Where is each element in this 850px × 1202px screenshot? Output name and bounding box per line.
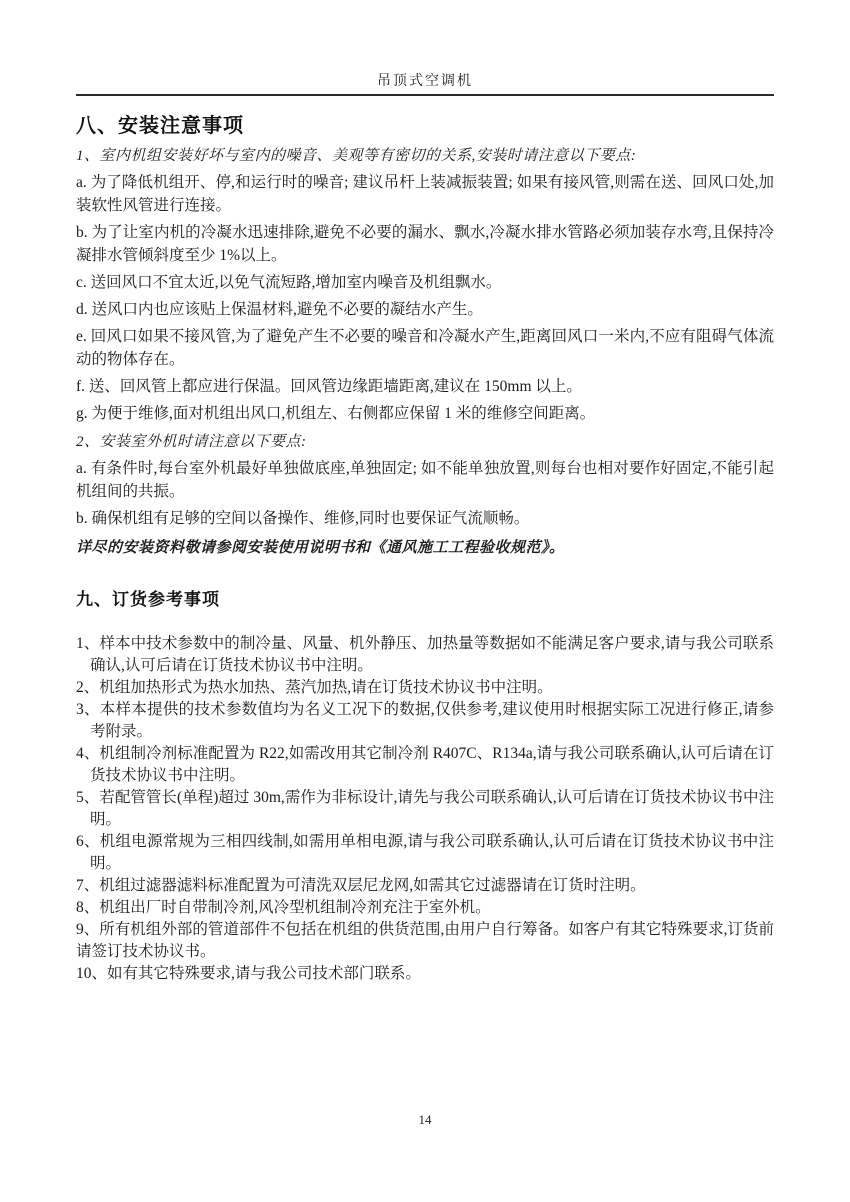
section-8-intro-1: 1、室内机组安装好坏与室内的噪音、美观等有密切的关系,安装时请注意以下要点: xyxy=(76,148,637,164)
page-number: 14 xyxy=(418,1112,432,1127)
order-item-8: 8、机组出厂时自带制冷剂,风冷型机组制冷剂充注于室外机。 xyxy=(76,899,491,916)
section-8-note: 详尽的安装资料敬请参阅安装使用说明书和《通风施工工程验收规范》。 xyxy=(76,540,565,556)
order-item-9: 9、所有机组外部的管道部件不包括在机组的供货范围,由用户自行筹备。如客户有其它特殊要求,订货前请签订技术协议书。 xyxy=(76,921,774,960)
section-8-intro-2: 2、安装室外机时请注意以下要点: xyxy=(76,434,307,450)
section-8-point-a: a. 为了降低机组开、停,和运行时的噪音; 建议吊杆上装减振装置; 如果有接风管,则需在送、回风口处,加装软性风管进行连接。 xyxy=(76,174,774,214)
order-item-7: 7、机组过滤器滤料标准配置为可清洗双层尼龙网,如需其它过滤器请在订货时注明。 xyxy=(76,877,646,894)
section-8-point-f: f. 送、回风管上都应进行保温。回风管边缘距墙距离,建议在 150mm 以上。 xyxy=(76,378,582,395)
section-8-heading: 八、安装注意事项 xyxy=(76,113,244,137)
section-8-point-c: c. 送回风口不宜太近,以免气流短路,增加室内噪音及机组飘水。 xyxy=(76,274,502,291)
header-rule xyxy=(76,94,774,96)
order-item-4: 4、机组制冷剂标准配置为 R22,如需改用其它制冷剂 R407C、R134a,请与我公司联系确认,认可后请在订货技术协议书中注明。 xyxy=(76,745,774,784)
order-item-3: 3、本样本提供的技术参数值均为名义工况下的数据,仅供参考,建议使用时根据实际工况进行修正,请参考附录。 xyxy=(76,701,774,740)
order-item-5: 5、若配管管长(单程)超过 30m,需作为非标设计,请先与我公司联系确认,认可后请在订货技术协议书中注明。 xyxy=(76,789,774,828)
section-8-point-g: g. 为便于维修,面对机组出风口,机组左、右侧都应保留 1 米的维修空间距离。 xyxy=(76,405,596,422)
header-title: 吊顶式空调机 xyxy=(377,74,473,89)
section-8-point-e: e. 回风口如果不接风管,为了避免产生不必要的噪音和冷凝水产生,距离回风口一米内,不应有阻碍气体流动的物体存在。 xyxy=(76,328,774,368)
section-8-outdoor-point-a: a. 有条件时,每台室外机最好单独做底座,单独固定; 如不能单独放置,则每台也相对要作好固定,不能引起机组间的共振。 xyxy=(76,460,774,500)
section-8-point-d: d. 送风口内也应该贴上保温材料,避免不必要的凝结水产生。 xyxy=(76,301,483,318)
section-9-heading: 九、订货参考事项 xyxy=(76,590,220,610)
order-item-6: 6、机组电源常规为三相四线制,如需用单相电源,请与我公司联系确认,认可后请在订货技术协议书中注明。 xyxy=(76,833,774,872)
section-8-outdoor-point-b: b. 确保机组有足够的空间以备操作、维修,同时也要保证气流顺畅。 xyxy=(76,510,530,527)
section-8-point-b: b. 为了让室内机的冷凝水迅速排除,避免不必要的漏水、飘水,冷凝水排水管路必须加装存水弯,且保持冷凝排水管倾斜度至少 1%以上。 xyxy=(76,224,774,264)
order-item-1: 1、样本中技术参数中的制冷量、风量、机外静压、加热量等数据如不能满足客户要求,请与我公司联系确认,认可后请在订货技术协议书中注明。 xyxy=(76,635,774,674)
order-item-10: 10、如有其它特殊要求,请与我公司技术部门联系。 xyxy=(76,965,421,982)
order-reference-list xyxy=(76,633,774,985)
order-item-2: 2、机组加热形式为热水加热、蒸汽加热,请在订货技术协议书中注明。 xyxy=(76,679,553,696)
